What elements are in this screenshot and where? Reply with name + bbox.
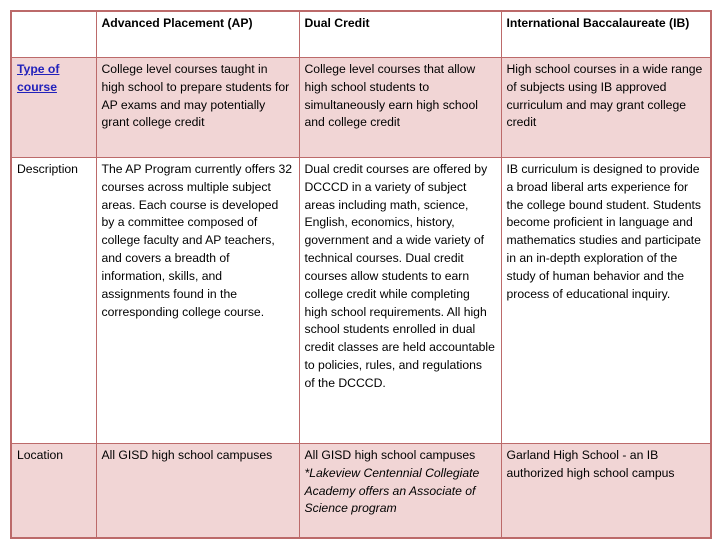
comparison-table-container — [10, 10, 710, 539]
row-label-location: Location — [11, 444, 96, 539]
cell-type-of-course-ap: College level courses taught in high school to prepare students for AP exams and may potentially grant college credit — [96, 58, 299, 158]
cell-location-ib — [501, 444, 711, 539]
cell-type-of-course-ib: High school courses in a wide range of subjects using IB approved curriculum and may grant college credit — [501, 58, 711, 158]
cell-description-dual-credit: Dual credit courses are offered by DCCCD in a variety of subject areas including math, science, English, economics, history, government and a wide variety of technical courses. Dual credit courses allow students to earn college credit while completing high school requirements. All high school students enrolled in dual credit classes are held accountable to policies, rules, and regulations of the DCCCD. — [299, 158, 501, 444]
program-comparison-table — [10, 10, 712, 539]
location-dual-credit-text: All GISD high school campuses — [304, 448, 476, 462]
row-label-description: Description — [11, 158, 96, 444]
table-header-row — [11, 11, 711, 58]
type-of-course-link[interactable]: Type of course — [17, 62, 60, 94]
header-cell-international-baccalaureate: International Baccalaureate (IB) — [501, 11, 711, 58]
cell-location-ap — [96, 444, 299, 539]
table-row-type-of-course — [11, 58, 711, 158]
header-cell-advanced-placement: Advanced Placement (AP) — [96, 11, 299, 58]
table-row-description — [11, 158, 711, 444]
cell-description-ap: The AP Program currently offers 32 courses across multiple subject areas. Each course is developed by a committee composed of college faculty and AP teachers, and covers a breadth of information, skills, and assignments found in the corresponding college course. — [96, 158, 299, 444]
header-cell-blank — [11, 11, 96, 58]
cell-type-of-course-dual-credit: College level courses that allow high school students to simultaneously earn high school and college credit — [299, 58, 501, 158]
location-ap-text: All GISD high school campuses — [101, 448, 273, 462]
cell-location-dual-credit — [299, 444, 501, 539]
row-label-type-of-course — [11, 58, 96, 158]
cell-description-ib: IB curriculum is designed to provide a broad liberal arts experience for the college bound student. Students become proficient in language and mathematics studies and participate in an in-depth exploration of the study of human behavior and the process of educational inquiry. — [501, 158, 711, 444]
location-dual-credit-note: *Lakeview Centennial Collegiate Academy offers an Associate of Science program — [304, 465, 480, 516]
header-cell-dual-credit: Dual Credit — [299, 11, 501, 58]
location-ib-text: Garland High School - an IB authorized high school campus — [506, 448, 675, 480]
table-row-location — [11, 444, 711, 539]
